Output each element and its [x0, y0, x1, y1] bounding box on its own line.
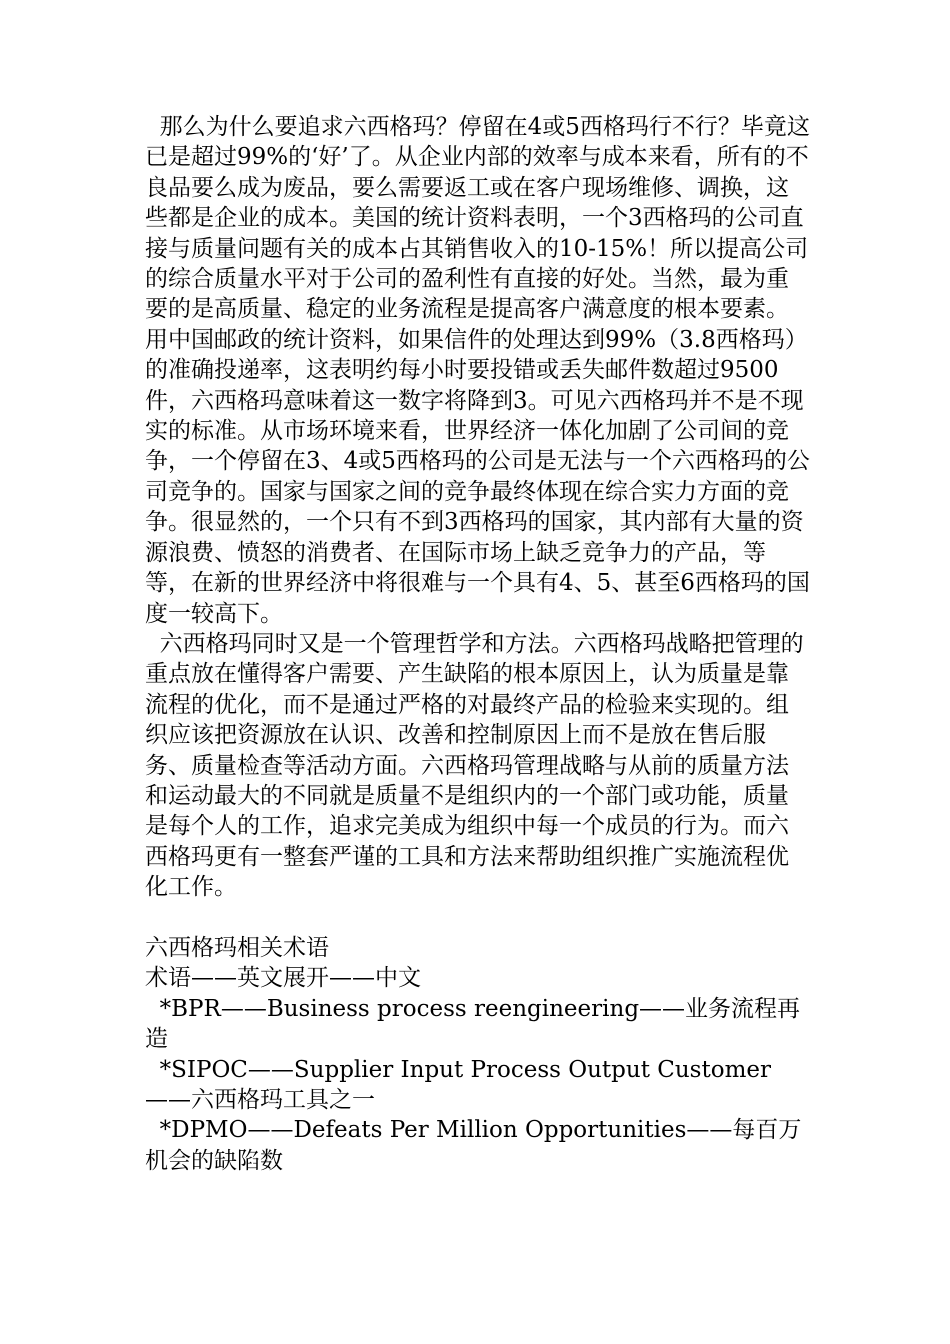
terms-title: 六西格玛相关术语: [145, 934, 329, 961]
term-item: *BPR——Business process reengineering——业务流程再造: [145, 995, 801, 1053]
body-paragraph: 六西格玛同时又是一个管理哲学和方法。六西格玛战略把管理的重点放在懂得客户需要、产生缺陷的根本原因上，认为质量是靠流程的优化，而不是通过严格的对最终产品的检验来实现的。组织应该把资源放在认识、改善和控制原因上而不是放在售后服务、质量检查等活动方面。六西格玛管理战略与从前的质量方法和运动最大的不同就是质量不是组织内的一个部门或功能，质量是每个人的工作，追求完美成为组织中每一个成员的行为。而六西格玛更有一整套严谨的工具和方法来帮助组织推广实施流程优化工作。: [145, 630, 804, 901]
term-item: *SIPOC——Supplier Input Process Output Customer——六西格玛工具之一: [145, 1056, 771, 1113]
blank-line: [145, 903, 810, 933]
document-page: [145, 112, 810, 1176]
body-paragraph: 那么为什么要追求六西格玛？停留在4或5西格玛行不行？毕竟这已是超过99%的‘好’了。从企业内部的效率与成本来看，所有的不良品要么成为废品，要么需要返工或在客户现场维修、调换，这些都是企业的成本。美国的统计资料表明，一个3西格玛的公司直接与质量问题有关的成本占其销售收入的10-15%！所以提高公司的综合质量水平对于公司的盈利性有直接的好处。当然，最为重要的是高质量、稳定的业务流程是提高客户满意度的根本要素。用中国邮政的统计资料，如果信件的处理达到99%（3.8西格玛）的准确投递率，这表明约每小时要投错或丢失邮件数超过9500件，六西格玛意味着这一数字将降到3。可见六西格玛并不是不现实的标准。从市场环境来看，世界经济一体化加剧了公司间的竞争，一个停留在3、4或5西格玛的公司是无法与一个六西格玛的公司竞争的。国家与国家之间的竞争最终体现在综合实力方面的竞争。很显然的，一个只有不到3西格玛的国家，其内部有大量的资源浪费、愤怒的消费者、在国际市场上缺乏竞争力的产品，等等，在新的世界经济中将很难与一个具有4、5、甚至6西格玛的国度一较高下。: [145, 114, 810, 627]
terms-header: 术语——英文展开——中文: [145, 965, 421, 992]
term-item: *DPMO——Defeats Per Million Opportunities——每百万机会的缺陷数: [145, 1117, 802, 1174]
